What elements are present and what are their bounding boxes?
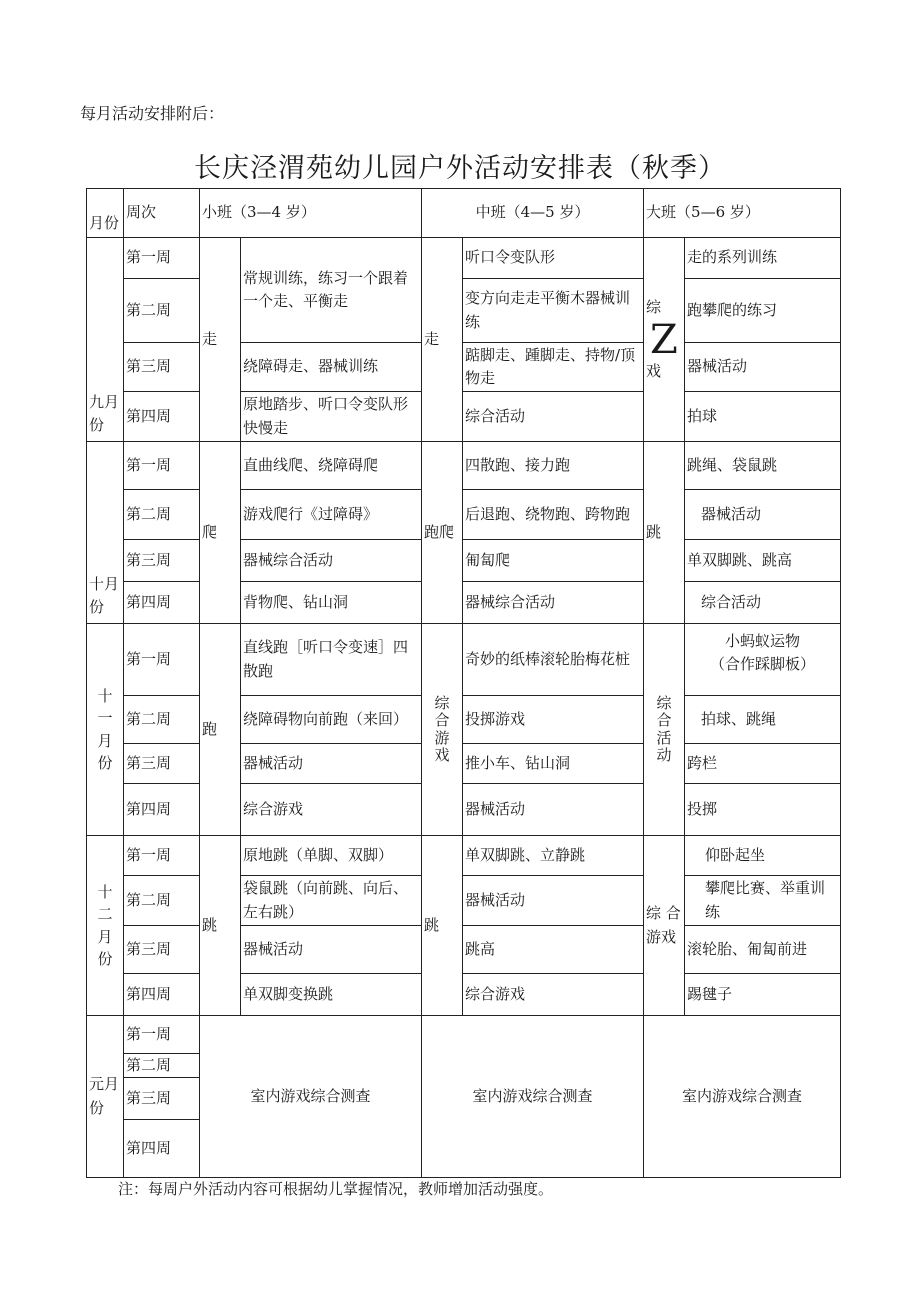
activity-cell: 室内游戏综合测查	[422, 1016, 644, 1178]
activity-cell: 跳高	[463, 926, 644, 974]
week-cell: 第二周	[124, 1054, 200, 1078]
schedule-table	[86, 188, 841, 1178]
activity-cell: 跳绳、袋鼠跳	[685, 442, 841, 490]
month-cell: 十 一 月 份	[87, 624, 124, 836]
category-cell: 综 合 游 戏	[422, 624, 463, 836]
activity-cell: 绕障碍物向前跑（来回）	[241, 696, 422, 744]
week-cell: 第一周	[124, 442, 200, 490]
activity-cell: 常规训练，练习一个跟着一个走、平衡走	[241, 238, 422, 343]
activity-cell: 原地跳（单脚、双脚）	[241, 836, 422, 876]
week-cell: 第一周	[124, 836, 200, 876]
activity-cell: 背物爬、钻山洞	[241, 582, 422, 624]
month-cell: 元月份	[87, 1016, 124, 1178]
activity-cell: 器械活动	[685, 490, 841, 540]
week-cell: 第三周	[124, 744, 200, 784]
table-row	[87, 442, 841, 490]
activity-cell: 滚轮胎、匍匐前进	[685, 926, 841, 974]
activity-cell: 踢毽子	[685, 974, 841, 1016]
activity-cell: 综合活动	[685, 582, 841, 624]
activity-cell: 踮脚走、踵脚走、持物/顶物走	[463, 343, 644, 392]
activity-cell: 器械活动	[241, 744, 422, 784]
activity-cell: 器械活动	[241, 926, 422, 974]
footnote: 注：每周户外活动内容可根据幼儿掌握情况，教师增加活动强度。	[118, 1180, 554, 1198]
week-cell: 第三周	[124, 540, 200, 582]
activity-cell: 拍球	[685, 392, 841, 442]
week-cell: 第一周	[124, 624, 200, 696]
activity-cell: 投掷	[685, 784, 841, 836]
activity-cell: 四散跑、接力跑	[463, 442, 644, 490]
table-row	[87, 1016, 841, 1054]
activity-cell: 跨栏	[685, 744, 841, 784]
week-cell: 第三周	[124, 343, 200, 392]
week-cell: 第二周	[124, 490, 200, 540]
week-cell: 第一周	[124, 1016, 200, 1054]
activity-cell: 拍球、跳绳	[685, 696, 841, 744]
header-row	[87, 189, 841, 238]
activity-cell: 绕障碍走、器械训练	[241, 343, 422, 392]
activity-cell: 单双脚跳、立静跳	[463, 836, 644, 876]
activity-cell: 直线跑［听口令变速］四散跑	[241, 624, 422, 696]
activity-cell: 跑攀爬的练习	[685, 279, 841, 343]
activity-cell: 综合游戏	[463, 974, 644, 1016]
activity-cell: 小蚂蚁运物 （合作踩脚板）	[685, 624, 841, 696]
week-cell: 第二周	[124, 279, 200, 343]
activity-cell: 直曲线爬、绕障碍爬	[241, 442, 422, 490]
week-cell: 第四周	[124, 392, 200, 442]
category-cell: 爬	[200, 442, 241, 624]
activity-cell: 推小车、钻山洞	[463, 744, 644, 784]
week-cell: 第二周	[124, 876, 200, 926]
header-small-class: 小班（3—4 岁）	[200, 189, 422, 238]
activity-cell: 器械活动	[685, 343, 841, 392]
activity-cell: 器械综合活动	[463, 582, 644, 624]
category-cell: 跳	[200, 836, 241, 1016]
activity-cell: 室内游戏综合测查	[644, 1016, 841, 1178]
month-cell: 十 二 月 份	[87, 836, 124, 1016]
activity-cell: 游戏爬行《过障碍》	[241, 490, 422, 540]
activity-cell: 攀爬比赛、举重训练	[685, 876, 841, 926]
category-cell: 跳	[422, 836, 463, 1016]
table-row	[87, 836, 841, 876]
activity-cell: 匍匐爬	[463, 540, 644, 582]
week-cell: 第四周	[124, 1120, 200, 1178]
header-middle-class: 中班（4—5 岁）	[422, 189, 644, 238]
table-row	[87, 238, 841, 279]
week-cell: 第二周	[124, 696, 200, 744]
page-title: 长庆泾渭苑幼儿园户外活动安排表（秋季）	[194, 153, 726, 184]
activity-cell: 变方向走走平衡木器械训练	[463, 279, 644, 343]
activity-cell: 袋鼠跳（向前跳、向后、左右跳）	[241, 876, 422, 926]
intro-text: 每月活动安排附后：	[80, 104, 225, 123]
activity-cell: 投掷游戏	[463, 696, 644, 744]
week-cell: 第四周	[124, 784, 200, 836]
table-row	[87, 624, 841, 696]
header-month: 月份	[87, 189, 124, 238]
activity-cell: 器械活动	[463, 876, 644, 926]
week-cell: 第三周	[124, 926, 200, 974]
activity-cell: 仰卧起坐	[685, 836, 841, 876]
activity-cell: 后退跑、绕物跑、跨物跑	[463, 490, 644, 540]
activity-cell: 原地踏步、听口令变队形快慢走	[241, 392, 422, 442]
activity-cell: 综合活动	[463, 392, 644, 442]
activity-cell: 奇妙的纸棒滚轮胎梅花桩	[463, 624, 644, 696]
week-cell: 第一周	[124, 238, 200, 279]
week-cell: 第四周	[124, 974, 200, 1016]
category-cell: 跑	[200, 624, 241, 836]
month-cell: 十月份	[87, 442, 124, 624]
month-cell: 九月份	[87, 238, 124, 442]
activity-cell: 听口令变队形	[463, 238, 644, 279]
activity-cell: 器械综合活动	[241, 540, 422, 582]
header-large-class: 大班（5—6 岁）	[644, 189, 841, 238]
category-cell: 综 合 活 动	[644, 624, 685, 836]
category-cell: 综 合游戏	[644, 836, 685, 1016]
category-cell: 跑爬	[422, 442, 463, 624]
activity-cell: 走的系列训练	[685, 238, 841, 279]
category-cell: 走	[422, 238, 463, 442]
header-week: 周次	[124, 189, 200, 238]
activity-cell: 单双脚变换跳	[241, 974, 422, 1016]
category-cell: 走	[200, 238, 241, 442]
activity-cell: 器械活动	[463, 784, 644, 836]
activity-cell: 综合游戏	[241, 784, 422, 836]
week-cell: 第四周	[124, 582, 200, 624]
category-cell: 跳	[644, 442, 685, 624]
category-cell: 综 Z 戏	[644, 238, 685, 442]
activity-cell: 室内游戏综合测查	[200, 1016, 422, 1178]
activity-cell: 单双脚跳、跳高	[685, 540, 841, 582]
week-cell: 第三周	[124, 1078, 200, 1120]
